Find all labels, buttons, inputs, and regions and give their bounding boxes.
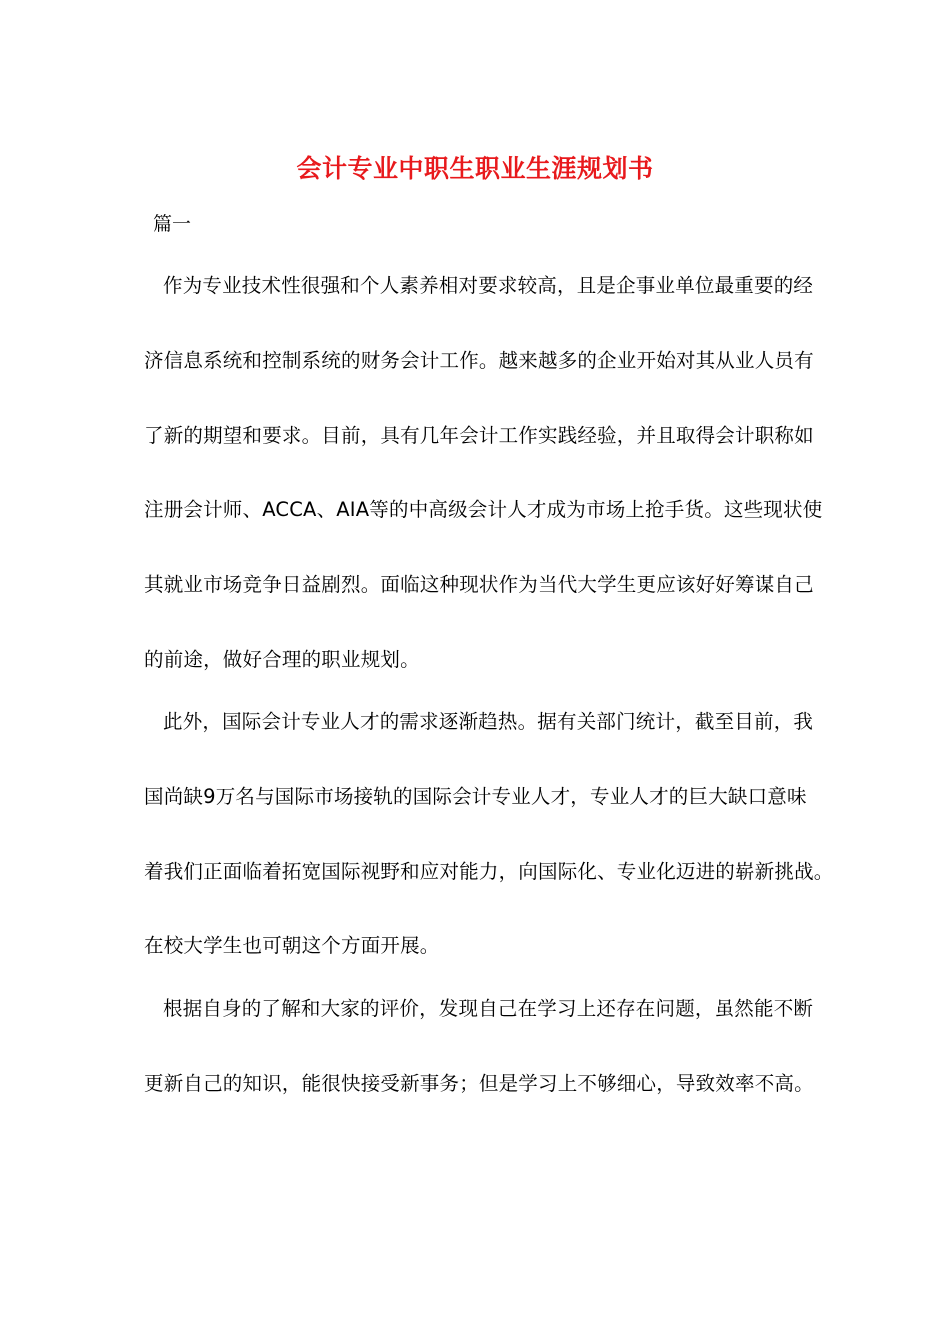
body-line-8: 国尚缺9万名与国际市场接轨的国际会计专业人才，专业人才的巨大缺口意味 xyxy=(144,785,807,808)
body-line-7: 此外，国际会计专业人才的需求逐渐趋热。据有关部门统计，截至目前，我 xyxy=(163,710,814,733)
document-title: 会计专业中职生职业生涯规划书 xyxy=(296,154,654,183)
body-line-4: 注册会计师、ACCA、AIA等的中高级会计人才成为市场上抢手货。这些现状使 xyxy=(144,498,823,521)
body-line-9: 着我们正面临着拓宽国际视野和应对能力，向国际化、专业化迈进的崭新挑战。 xyxy=(144,860,834,883)
body-line-11: 根据自身的了解和大家的评价，发现自己在学习上还存在问题，虽然能不断 xyxy=(163,997,814,1020)
body-line-3: 了新的期望和要求。目前，具有几年会计工作实践经验，并且取得会计职称如 xyxy=(144,424,814,447)
body-line-6: 的前途，做好合理的职业规划。 xyxy=(144,648,420,671)
body-line-1: 作为专业技术性很强和个人素养相对要求较高，且是企事业单位最重要的经 xyxy=(163,274,814,297)
body-line-5: 其就业市场竞争日益剧烈。面临这种现状作为当代大学生更应该好好筹谋自己 xyxy=(144,573,814,596)
body-line-2: 济信息系统和控制系统的财务会计工作。越来越多的企业开始对其从业人员有 xyxy=(144,349,814,372)
section-label: 篇一 xyxy=(153,213,192,235)
body-line-10: 在校大学生也可朝这个方面开展。 xyxy=(144,934,440,957)
body-line-12: 更新自己的知识，能很快接受新事务；但是学习上不够细心，导致效率不高。 xyxy=(144,1072,814,1095)
